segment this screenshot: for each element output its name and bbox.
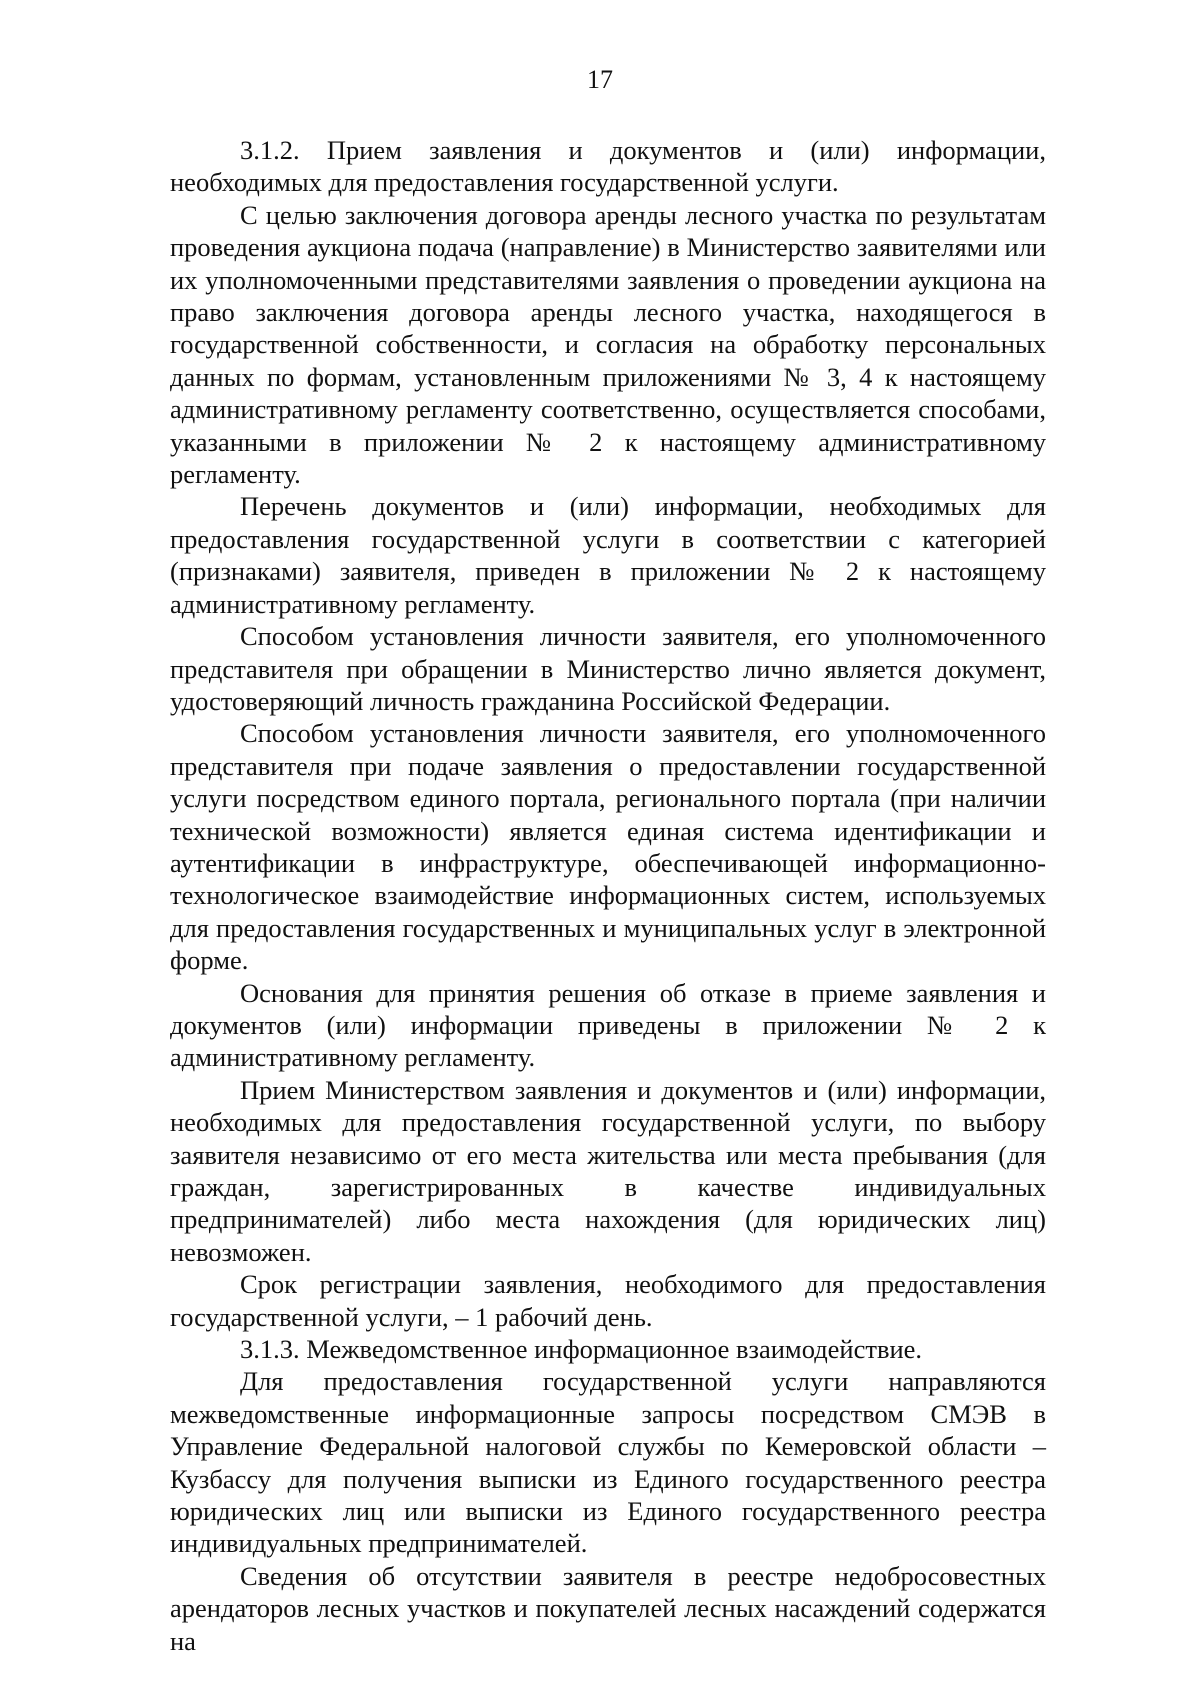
- paragraph-identity-online: Способом установления личности заявителя, его уполномоченного представителя при подаче заявления о предоставлении государственной услуги посредством единого портала, регионального портала (при наличии технической возможности) является единая система идентификации и аутентификации в инфраструктуре, обеспечивающей информационно-технологическое взаимодействие информационных систем, используемых для предоставления государственных и муниципальных услуг в электронной форме.: [170, 718, 1046, 976]
- document-body: [170, 134, 1046, 1657]
- paragraph-identity-in-person: Способом установления личности заявителя, его уполномоченного представителя при обращении в Министерство лично является документ, удостоверяющий личность гражданина Российской Федерации.: [170, 621, 1046, 716]
- paragraph-extraterritorial-acceptance: Прием Министерством заявления и документов и (или) информации, необходимых для предоставления государственной услуги, по выбору заявителя независимо от его места жительства или места пребывания (для граждан, зарегистрированных в качестве индивидуальных предпринимателей) либо места нахождения (для юридических лиц) невозможен.: [170, 1074, 1046, 1267]
- paragraph-refusal-grounds: Основания для принятия решения об отказе в приеме заявления и документов (или) информации приведены в приложении № 2 к административному регламенту.: [170, 977, 1046, 1073]
- page-number: 17: [587, 65, 613, 94]
- paragraph-registry-information: Сведения об отсутствии заявителя в реестре недобросовестных арендаторов лесных участков и покупателей лесных насаждений содержатся на: [170, 1560, 1046, 1656]
- paragraph-registration-term: Срок регистрации заявления, необходимого для предоставления государственной услуги, – 1 рабочий день.: [170, 1269, 1046, 1332]
- paragraph-documents-list: Перечень документов и (или) информации, необходимых для предоставления государственной услуги в соответствии с категорией (признаками) заявителя, приведен в приложении № 2 к настоящему административному регламенту.: [170, 491, 1046, 619]
- paragraph-submission-of-application: С целью заключения договора аренды лесного участка по результатам проведения аукциона подача (направление) в Министерство заявителями или их уполномоченными представителями заявления о проведении аукциона на право заключения договора аренды лесного участка, находящегося в государственной собственности, и согласия на обработку персональных данных по формам, установленным приложениями № 3, 4 к настоящему административному регламенту соответственно, осуществляется способами, указанными в приложении № 2 к настоящему административному регламенту.: [170, 199, 1046, 490]
- paragraph-section-3-1-3-heading: 3.1.3. Межведомственное информационное взаимодействие.: [240, 1334, 923, 1365]
- paragraph-interagency-requests: Для предоставления государственной услуги направляются межведомственные информационные запросы посредством СМЭВ в Управление Федеральной налоговой службы по Кемеровской области – Кузбассу для получения выписки из Единого государственного реестра юридических лиц или выписки из Единого государственного реестра индивидуальных предпринимателей.: [170, 1366, 1046, 1559]
- paragraph-section-3-1-2-heading: 3.1.2. Прием заявления и документов и (или) информации, необходимых для предоставления государственной услуги.: [170, 135, 1046, 198]
